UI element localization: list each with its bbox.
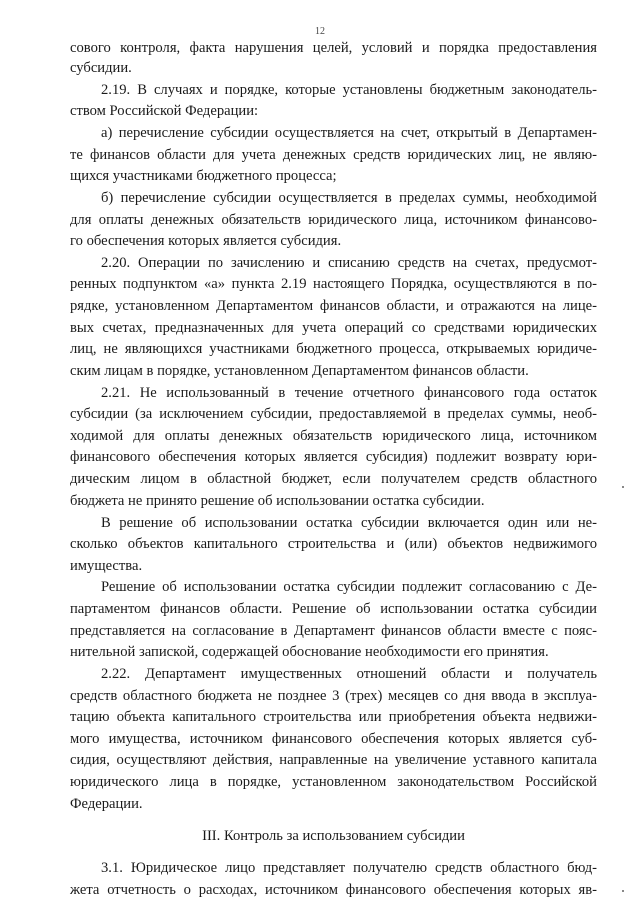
text-line: сового контроля, факта нарушения целей, условий и порядка предоставления [70, 40, 597, 56]
text-line: лиц, не являющихся участниками бюджетного процесса, открываемых юридиче- [70, 341, 597, 357]
text-line: ренных подпунктом «а» пункта 2.19 настоящего Порядка, осуществляются в по- [70, 276, 597, 292]
text-line: жета отчетность о расходах, источником финансового обеспечения которых яв- [70, 882, 597, 898]
text-line: ским лицам в порядке, установленном Департаментом финансов области. [70, 363, 529, 379]
text-line: юридического лица в порядке, установленном законодательством Российской [70, 774, 597, 790]
text-line: имущества. [70, 558, 143, 574]
text-line: а) перечисление субсидии осуществляется на счет, открытый в Департамен- [101, 125, 597, 141]
text-line: Решение об использовании остатка субсидии подлежит согласованию с Де- [101, 579, 597, 595]
text-line: ходимой для оплаты денежных обязательств юридического лица, источником [70, 428, 597, 444]
text-line: партаментом финансов области. Решение об использовании остатка субсидии [70, 601, 597, 617]
text-line: В решение об использовании остатка субсидии включается один или не- [101, 515, 597, 531]
text-line: 3.1. Юридическое лицо представляет получателю средств областного бюд- [101, 860, 597, 876]
text-line: сколько объектов капитального строительства и (или) объектов недвижимого [70, 536, 597, 552]
section-heading: III. Контроль за использованием субсидии [202, 828, 465, 844]
text-line: представляется на согласование в Департамент финансов области вместе с пояс- [70, 623, 597, 639]
text-line: нительной запиской, содержащей обоснование необходимости его принятия. [70, 644, 549, 660]
text-line: субсидии (за исключением субсидии, предоставляемой в пределах суммы, необ- [70, 406, 597, 422]
text-line: ством Российской Федерации: [70, 103, 259, 119]
text-line: субсидии. [70, 60, 132, 76]
text-line: вых счетах, предназначенных для учета операций со средствами юридических [70, 320, 597, 336]
text-line: Федерации. [70, 796, 143, 812]
scan-speck [622, 890, 624, 892]
text-line: сидия, осуществляют действия, направленные на увеличение уставного капитала [70, 752, 597, 768]
text-line: 2.20. Операции по зачислению и списанию средств на счетах, предусмот- [101, 255, 597, 271]
text-line: средств областного бюджета не позднее 3 (трех) месяцев со дня ввода в эксплуа- [70, 688, 597, 704]
text-line: для оплаты денежных обязательств юридического лица, источником финансово- [70, 212, 597, 228]
text-line: финансового обеспечения которых является субсидия) подлежит возврату юри- [70, 449, 597, 465]
page-number: 12 [315, 26, 325, 37]
text-line: щихся участниками бюджетного процесса; [70, 168, 337, 184]
text-line: тацию объекта капитального строительства или приобретения объекта недвижи- [70, 709, 597, 725]
text-line: б) перечисление субсидии осуществляется в пределах суммы, необходимой [101, 190, 597, 206]
text-line: рядке, установленном Департаментом финансов области, и отражаются на лице- [70, 298, 597, 314]
scan-speck [622, 486, 624, 488]
text-line: бюджета не принято решение об использовании остатка субсидии. [70, 493, 485, 509]
text-line: 2.22. Департамент имущественных отношений области и получатель [101, 666, 597, 682]
text-line: го обеспечения которых является субсидия. [70, 233, 342, 249]
text-line: 2.21. Не использованный в течение отчетного финансового года остаток [101, 385, 597, 401]
text-line: дическим лицом в областной бюджет, если получателем средств областного [70, 471, 597, 487]
text-line: 2.19. В случаях и порядке, которые установлены бюджетным законодатель- [101, 82, 597, 98]
text-line: мого имущества, источником финансового обеспечения которых является суб- [70, 731, 597, 747]
text-line: те финансов области для учета денежных средств юридических лиц, не являю- [70, 147, 597, 163]
